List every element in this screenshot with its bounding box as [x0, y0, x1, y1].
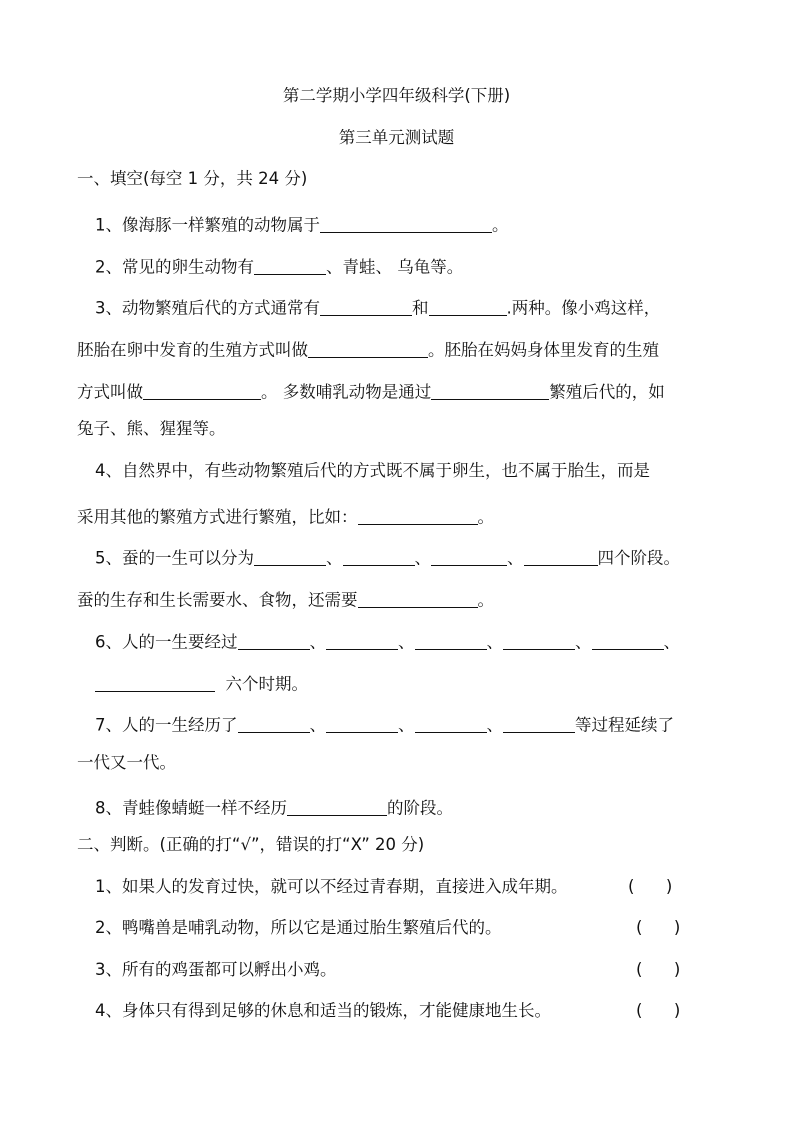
- answer-blank[interactable]: [343, 548, 415, 566]
- question-7: 7、人的一生经历了 、 、 、 等过程延续了: [95, 715, 674, 735]
- question-3-line-2: 胚胎在卵中发育的生殖方式叫做 。胚胎在妈妈身体里发育的生殖: [77, 340, 659, 360]
- answer-paren[interactable]: ( ): [636, 960, 681, 979]
- answer-blank[interactable]: [320, 298, 412, 316]
- question-2: 2、常见的卵生动物有 、青蛙、 乌龟等。: [95, 257, 464, 277]
- section1-heading: 一、填空(每空 1 分，共 24 分): [77, 169, 308, 188]
- answer-blank[interactable]: [143, 382, 261, 400]
- question-1: 1、像海豚一样繁殖的动物属于 。: [95, 215, 509, 235]
- judgement-3: 3、所有的鸡蛋都可以孵出小鸡。: [95, 960, 337, 979]
- question-3: 3、动物繁殖后代的方式通常有 和 .两种。像小鸡这样，: [95, 298, 661, 318]
- answer-blank[interactable]: [431, 382, 549, 400]
- section2-heading: 二、判断。(正确的打“√”，错误的打“X” 20 分): [77, 835, 425, 854]
- page-subtitle: 第三单元测试题: [338, 128, 455, 147]
- question-4-line-2: 采用其他的繁殖方式进行繁殖，比如： 。: [77, 507, 494, 527]
- answer-blank[interactable]: [524, 548, 598, 566]
- answer-blank[interactable]: [326, 715, 398, 733]
- question-6-line-2: 六个时期。: [95, 672, 308, 693]
- answer-blank[interactable]: [431, 548, 507, 566]
- question-5-line-2: 蚕的生存和生长需要水、食物，还需要 。: [77, 590, 494, 610]
- answer-blank[interactable]: [592, 632, 664, 650]
- question-6: 6、人的一生要经过 、 、 、 、 、: [95, 632, 680, 652]
- question-3-line-4: 兔子、熊、猩猩等。: [77, 419, 226, 438]
- answer-blank[interactable]: [415, 632, 487, 650]
- question-5: 5、蚕的一生可以分为 、 、 、 四个阶段。: [95, 548, 680, 568]
- answer-blank[interactable]: [95, 674, 215, 692]
- answer-paren[interactable]: ( ): [636, 1001, 681, 1020]
- answer-blank[interactable]: [358, 507, 478, 525]
- answer-blank[interactable]: [326, 632, 398, 650]
- answer-blank[interactable]: [358, 590, 478, 608]
- question-8: 8、青蛙像蜻蜓一样不经历 的阶段。: [95, 798, 453, 818]
- answer-paren[interactable]: ( ): [628, 877, 673, 896]
- question-3-line-3: 方式叫做 。 多数哺乳动物是通过 繁殖后代的，如: [77, 382, 665, 402]
- judgement-4: 4、身体只有得到足够的休息和适当的锻炼，才能健康地生长。: [95, 1001, 551, 1020]
- judgement-1: 1、如果人的发育过快，就可以不经过青春期，直接进入成年期。: [95, 877, 568, 896]
- answer-blank[interactable]: [429, 298, 507, 316]
- answer-blank[interactable]: [254, 548, 326, 566]
- answer-blank[interactable]: [503, 715, 575, 733]
- answer-blank[interactable]: [308, 340, 428, 358]
- question-7-line-2: 一代又一代。: [77, 753, 176, 772]
- judgement-2: 2、鸭嘴兽是哺乳动物，所以它是通过胎生繁殖后代的。: [95, 918, 502, 937]
- answer-paren[interactable]: ( ): [636, 918, 681, 937]
- answer-blank[interactable]: [238, 632, 310, 650]
- answer-blank[interactable]: [503, 632, 575, 650]
- question-4: 4、自然界中，有些动物繁殖后代的方式既不属于卵生，也不属于胎生，而是: [95, 461, 650, 480]
- answer-blank[interactable]: [320, 215, 492, 233]
- answer-blank[interactable]: [287, 798, 387, 816]
- answer-blank[interactable]: [254, 257, 326, 275]
- answer-blank[interactable]: [415, 715, 487, 733]
- answer-blank[interactable]: [238, 715, 310, 733]
- page-title: 第二学期小学四年级科学(下册): [282, 86, 511, 105]
